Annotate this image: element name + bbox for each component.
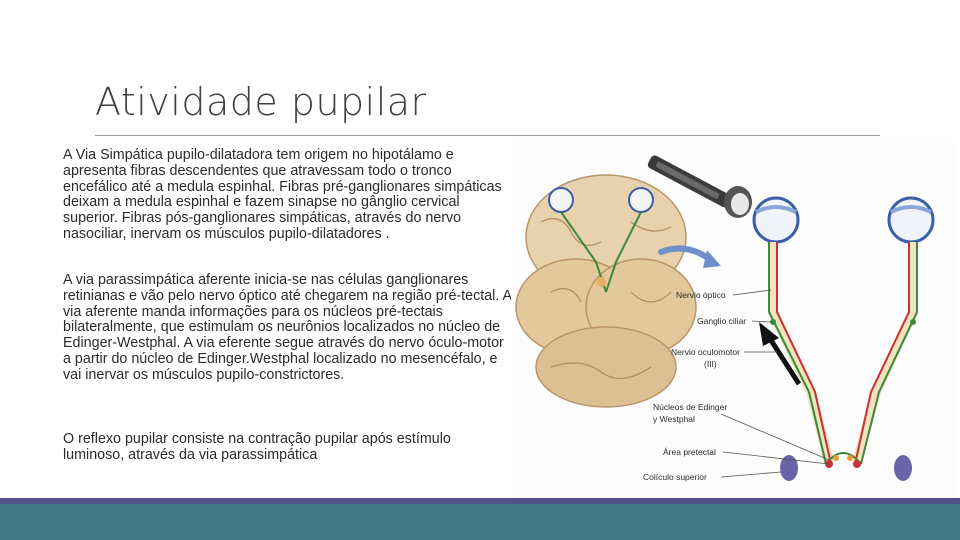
label-edinger-nuclei-line1: Núcleos de Edinger: [653, 402, 728, 412]
pupillary-reflex-figure: [511, 142, 956, 497]
pupillary-reflex-illustration: [511, 142, 956, 497]
brain-illustration: [516, 175, 696, 407]
left-eye-icon: [754, 198, 798, 242]
paragraph-parasympathetic-pathway: A via parassimpática aferente inicia-se nas células ganglionares retinianas e vão pelo nervo óptico até chegarem na região pré-tectal. A via aferente manda informações para os núcleos pré-tectais bilateralmente, que estimulam os neurônios localizados no núcleo de Edinger-Westphal. A via eferente segue através do nervo óculo-motor a partir do núcleo de Edinger.Westphal localizado no mesencéfalo, e vai inervar os músculos pupilo-constrictores.: [63, 272, 512, 383]
label-pretectal-area: Área pretectal: [663, 447, 716, 457]
paragraph-sympathetic-pathway: A Via Simpática pupilo-dilatadora tem origem no hipotálamo e apresenta fibras descendentes que atravessam todo o tronco encefálico até a medula espinhal. Fibras pré-ganglionares simpáticas deixam a medula espinhal e fazem sinapse no gânglio cervical superior. Fibras pós-ganglionares simpáticas, através do nervo nasociliar, inervam os músculos pupilo-dilatadores .: [63, 147, 502, 242]
right-eye-icon: [889, 198, 933, 242]
label-oculomotor-nerve-number: (III): [704, 359, 717, 369]
label-optic-nerve: Nervio óptico: [676, 290, 726, 300]
label-edinger-nuclei-line2: y Westphal: [653, 414, 695, 424]
label-superior-colliculus: Colículo superior: [643, 472, 707, 482]
label-ciliary-ganglion: Ganglio ciliar: [697, 316, 747, 326]
slide-title: Atividade pupilar: [95, 80, 427, 124]
paragraph-pupillary-reflex: O reflexo pupilar consiste na contração pupilar após estímulo luminoso, através da via parassimpática: [63, 431, 451, 463]
title-divider: [95, 135, 880, 136]
footer-bar: [0, 504, 960, 540]
label-oculomotor-nerve: Nervio oculomotor: [671, 347, 740, 357]
